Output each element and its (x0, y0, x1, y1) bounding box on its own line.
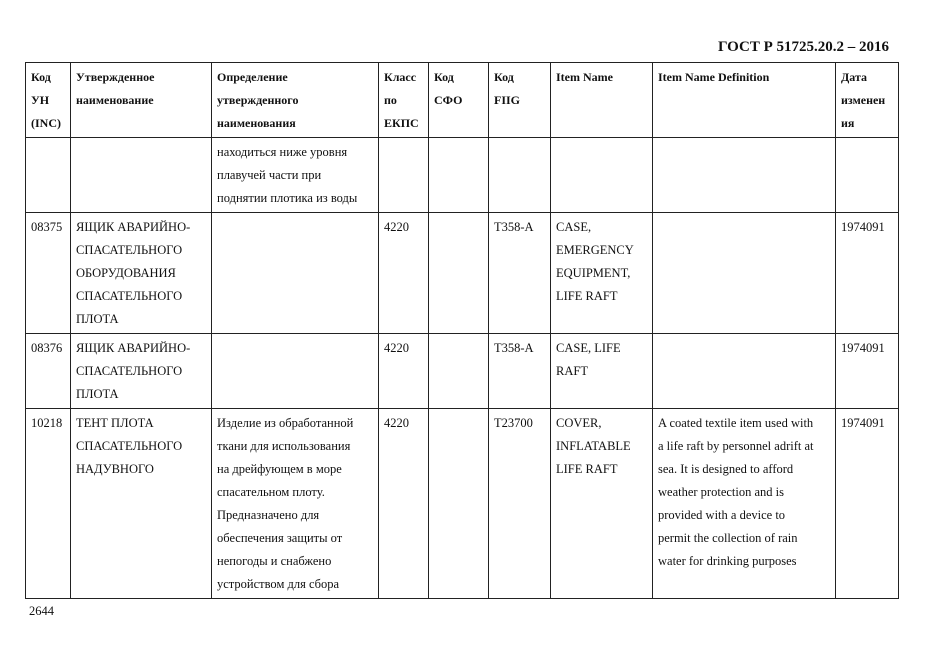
header-text: УН (31, 93, 50, 107)
cell-text: спасательном плоту. (217, 485, 325, 499)
cell-inc (26, 409, 71, 599)
header-col-fiig (489, 63, 551, 138)
header-col-definition (212, 63, 379, 138)
cell-text: A coated textile item used with (658, 416, 814, 430)
cell-text: обеспечения защиты от (217, 531, 343, 545)
cell-text: sea. It is designed to afford (658, 462, 794, 476)
cell-text: CASE, LIFE (556, 341, 621, 355)
header-text: Класс (384, 70, 417, 84)
cell-text: непогоды и снабжено (217, 554, 332, 568)
cell-item-def (653, 334, 836, 409)
cell-text: ОБОРУДОВАНИЯ (76, 266, 176, 280)
cell-text: LIFE RAFT (556, 462, 618, 476)
header-col-sfo (429, 63, 489, 138)
cell-text: LIFE RAFT (556, 289, 618, 303)
cell-text: ТЕНТ ПЛОТА (76, 416, 154, 430)
header-text: Код (434, 70, 454, 84)
cell-text: weather protection and is (658, 485, 784, 499)
cell-name (71, 138, 212, 213)
cell-name (71, 213, 212, 334)
header-text: СФО (434, 93, 463, 107)
document-standard-number: ГОСТ Р 51725.20.2 – 2016 (717, 39, 889, 55)
cell-name (71, 409, 212, 599)
cell-class (379, 138, 429, 213)
cell-item-name (551, 409, 653, 599)
cell-fiig (489, 409, 551, 599)
cell-definition (212, 409, 379, 599)
cell-date (836, 334, 899, 409)
cell-date (836, 213, 899, 334)
header-col-inc (26, 63, 71, 138)
cell-item-name (551, 213, 653, 334)
cell-inc (26, 213, 71, 334)
cell-text: 1974091 (841, 220, 885, 234)
cell-name (71, 334, 212, 409)
header-text: FIIG (494, 93, 521, 107)
items-table (25, 62, 899, 599)
cell-text: СПАСАТЕЛЬНОГО (76, 289, 183, 303)
cell-text: 08375 (31, 220, 63, 234)
table-row (26, 409, 899, 599)
cell-item-name (551, 334, 653, 409)
header-col-item-name (551, 63, 653, 138)
cell-text: RAFT (556, 364, 588, 378)
cell-inc (26, 138, 71, 213)
header-text: Код (494, 70, 514, 84)
header-text: Утвержденное (76, 70, 155, 84)
cell-sfo (429, 213, 489, 334)
cell-class (379, 334, 429, 409)
cell-text: ткани для использования (217, 439, 351, 453)
cell-definition (212, 334, 379, 409)
table-row (26, 138, 899, 213)
cell-text: T23700 (494, 416, 533, 430)
header-col-class (379, 63, 429, 138)
cell-text: provided with a device to (658, 508, 786, 522)
cell-text: НАДУВНОГО (76, 462, 154, 476)
header-col-date (836, 63, 899, 138)
header-text: (INC) (31, 116, 61, 130)
cell-sfo (429, 138, 489, 213)
cell-text: СПАСАТЕЛЬНОГО (76, 364, 183, 378)
cell-sfo (429, 334, 489, 409)
cell-text: T358-A (494, 220, 534, 234)
cell-text: ПЛОТА (76, 387, 119, 401)
header-text: изменен (841, 93, 886, 107)
cell-text: COVER, (556, 416, 602, 430)
cell-item-name (551, 138, 653, 213)
header-text: Код (31, 70, 51, 84)
cell-definition (212, 213, 379, 334)
cell-date (836, 409, 899, 599)
cell-text: СПАСАТЕЛЬНОГО (76, 439, 183, 453)
cell-text: ПЛОТА (76, 312, 119, 326)
page-number: 2644 (29, 604, 54, 618)
cell-text: EMERGENCY (556, 243, 634, 257)
header-text: ия (841, 116, 855, 130)
table-row (26, 334, 899, 409)
table-row (26, 213, 899, 334)
cell-text: 1974091 (841, 416, 885, 430)
cell-text: 4220 (384, 220, 409, 234)
cell-text: CASE, (556, 220, 592, 234)
cell-fiig (489, 334, 551, 409)
cell-text: ЯЩИК АВАРИЙНО- (76, 220, 191, 234)
header-text: Item Name Definition (658, 70, 770, 84)
cell-date (836, 138, 899, 213)
cell-fiig (489, 213, 551, 334)
header-col-item-def (653, 63, 836, 138)
cell-item-def (653, 409, 836, 599)
cell-text: плавучей части при (217, 168, 322, 182)
cell-text: Изделие из обработанной (217, 416, 354, 430)
header-text: наименования (217, 116, 296, 130)
cell-text: INFLATABLE (556, 439, 631, 453)
header-text: Определение (217, 70, 288, 84)
cell-text: 10218 (31, 416, 63, 430)
header-text: наименование (76, 93, 154, 107)
cell-text: на дрейфующем в море (217, 462, 342, 476)
cell-text: 4220 (384, 416, 409, 430)
header-text: утвержденного (217, 93, 299, 107)
header-text: по (384, 93, 397, 107)
cell-definition (212, 138, 379, 213)
cell-text: 08376 (31, 341, 63, 355)
cell-text: permit the collection of rain (658, 531, 798, 545)
cell-item-def (653, 213, 836, 334)
header-text: Дата (841, 70, 867, 84)
cell-text: устройством для сбора (217, 577, 340, 591)
cell-sfo (429, 409, 489, 599)
cell-text: 1974091 (841, 341, 885, 355)
header-text: ЕКПС (384, 116, 419, 130)
cell-text: EQUIPMENT, (556, 266, 631, 280)
cell-text: СПАСАТЕЛЬНОГО (76, 243, 183, 257)
cell-fiig (489, 138, 551, 213)
cell-class (379, 213, 429, 334)
header-col-name (71, 63, 212, 138)
cell-item-def (653, 138, 836, 213)
cell-text: находиться ниже уровня (217, 145, 348, 159)
cell-class (379, 409, 429, 599)
cell-text: T358-A (494, 341, 534, 355)
cell-inc (26, 334, 71, 409)
header-text: Item Name (556, 70, 613, 84)
cell-text: поднятии плотика из воды (217, 191, 358, 205)
table-header-row (26, 63, 899, 138)
cell-text: 4220 (384, 341, 409, 355)
cell-text: a life raft by personnel adrift at (658, 439, 814, 453)
cell-text: ЯЩИК АВАРИЙНО- (76, 341, 191, 355)
cell-text: Предназначено для (217, 508, 320, 522)
cell-text: water for drinking purposes (658, 554, 797, 568)
